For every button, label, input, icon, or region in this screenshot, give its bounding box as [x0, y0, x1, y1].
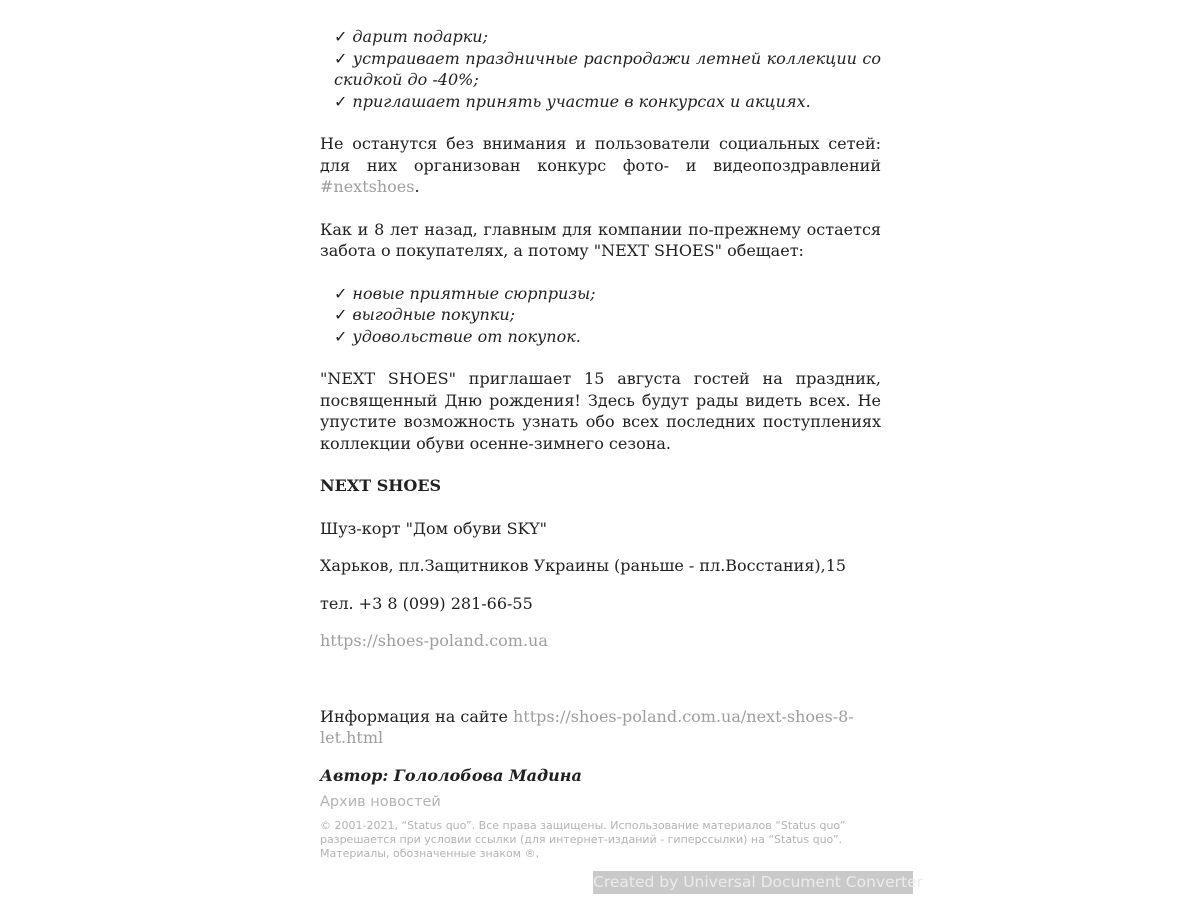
article-url-link[interactable]: https://shoes-poland.com.ua/next-shoes-8-let.html: [320, 706, 854, 747]
list-item-text: приглашает принять участие в конкурсах и акциях.: [352, 91, 811, 111]
checkmark-icon: ✓: [334, 48, 348, 68]
checkmark-icon: ✓: [334, 91, 348, 111]
list-item-text: удовольствие от покупок.: [352, 326, 581, 346]
watermark-bar: Created by Universal Document Converter: [593, 871, 913, 894]
page-footer: [320, 791, 882, 861]
phone-line: тел. +3 8 (099) 281-66-55: [320, 593, 533, 613]
list-item: [334, 283, 881, 305]
checkmark-icon: ✓: [334, 283, 348, 303]
info-line: [320, 706, 881, 749]
list-item: [334, 48, 881, 91]
info-label: Информация на сайте: [320, 706, 513, 726]
list-item-text: дарит подарки;: [352, 27, 488, 46]
social-paragraph: [320, 133, 881, 198]
list-item: [334, 304, 881, 326]
list-item: [334, 26, 881, 48]
author-line: Автор: Гололобова Мадина: [320, 765, 582, 785]
list-item: [334, 326, 881, 348]
checkmark-icon: ✓: [334, 326, 348, 346]
benefits-list: [334, 26, 881, 112]
list-item-text: выгодные покупки;: [352, 305, 516, 324]
website-link[interactable]: https://shoes-poland.com.ua: [320, 631, 548, 650]
social-paragraph-period: .: [414, 177, 420, 196]
address-line: Харьков, пл.Защитников Украины (раньше - пл.Восстания),15: [320, 556, 847, 575]
archive-news-link[interactable]: Архив новостей: [320, 794, 441, 810]
copyright-text: © 2001-2021, “Status quo”. Все права защищены. Использование материалов “Status quo” разрешается при условии ссылки (для интернет-изданий - гиперссылки) на “Status quo”. Материалы, обозначенные знаком ®,: [320, 819, 846, 860]
checkmark-icon: ✓: [334, 27, 348, 46]
invitation-paragraph: "NEXT SHOES" приглашает 15 августа гостей на праздник, посвященный Дню рождения! Здесь будут рады видеть всех. Не упустите возможность узнать обо всех последних поступлениях коллекции обуви осенне-зимнего сезона.: [320, 369, 881, 453]
list-item-text: новые приятные сюрпризы;: [352, 283, 596, 303]
article-content: [320, 26, 881, 786]
hashtag-link[interactable]: #nextshoes: [320, 177, 415, 196]
promise-list: [334, 283, 881, 348]
checkmark-icon: ✓: [334, 305, 348, 324]
website-line: [320, 630, 881, 652]
venue-line: Шуз-корт "Дом обуви SKY": [320, 518, 547, 538]
list-item-text: устраивает праздничные распродажи летней коллекции со скидкой до -40%;: [334, 48, 882, 89]
company-name-heading: NEXT SHOES: [320, 476, 442, 495]
social-paragraph-text: Не останутся без внимания и пользователи социальных сетей: для них организован конкурс фото- и видеопоздравлений: [320, 134, 881, 175]
list-item: [334, 91, 881, 113]
company-paragraph: Как и 8 лет назад, главным для компании по-прежнему остается забота о покупателях, а потому "NEXT SHOES" обещает:: [320, 219, 881, 260]
